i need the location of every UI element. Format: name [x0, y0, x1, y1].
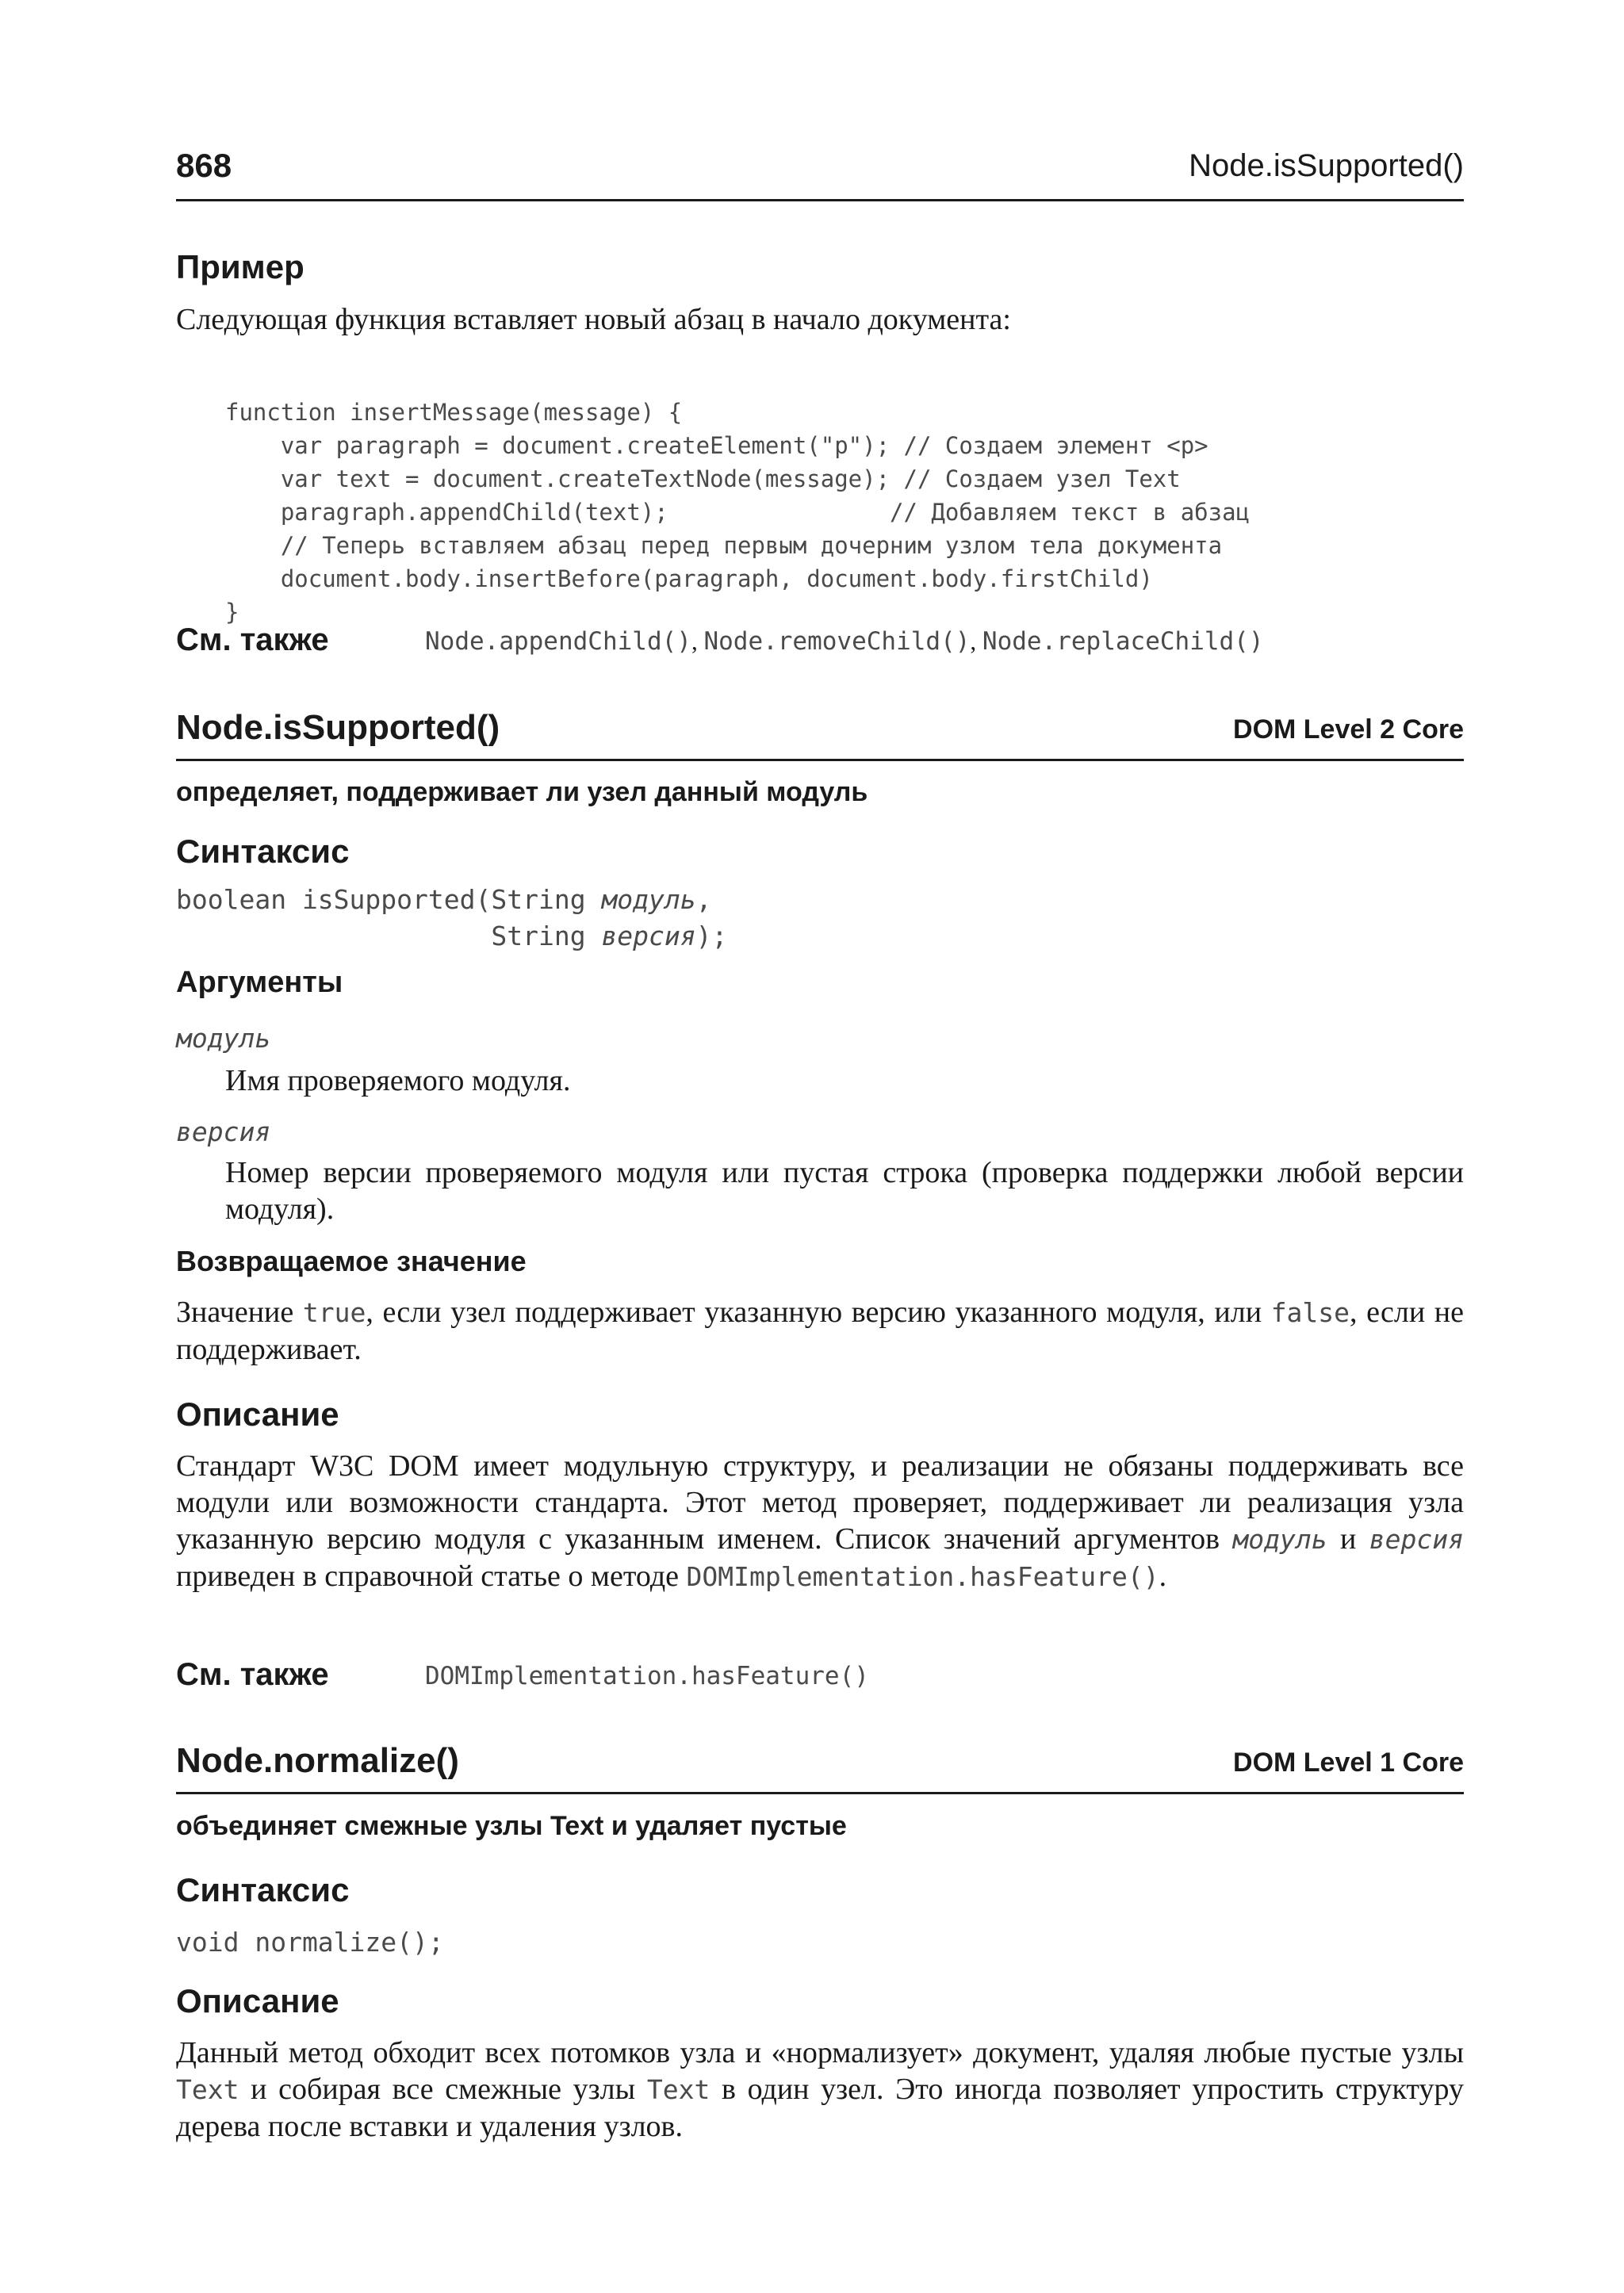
description-text [176, 2035, 1464, 2145]
code-ref: Text [646, 2074, 710, 2105]
entry-header-issupported [176, 708, 1464, 761]
description-text [176, 1448, 1464, 1595]
syntax-heading: Синтаксис [176, 1871, 350, 1908]
see-also-label: См. также [176, 622, 329, 657]
arguments-heading: Аргументы [176, 966, 343, 999]
code-ref: DOMImplementation.hasFeature() [686, 1561, 1159, 1592]
code-text: String [176, 921, 602, 951]
code-text: ); [695, 921, 728, 951]
link-separator: , [970, 627, 982, 655]
text-span: и собирая все смежные узлы [239, 2073, 647, 2106]
see-also-section [176, 1657, 1464, 1702]
link-node-replacechild[interactable]: Node.replaceChild() [982, 627, 1264, 656]
syntax-code [176, 882, 727, 955]
code-arg: версия [601, 921, 696, 951]
text-span: , если узел поддерживает указанную версию указанного модуля, или [366, 1296, 1271, 1329]
see-also-label: См. также [176, 1657, 329, 1692]
code-line: var text = document.createTextNode(message); // Создаем узел Text [225, 465, 1181, 492]
text-span: Данный метод обходит всех потомков узла и «нормализует» документ, удаляя любые пустые узлы [176, 2036, 1464, 2069]
syntax-heading: Синтаксис [176, 833, 350, 870]
link-domimplementation-hasfeature[interactable]: DOMImplementation.hasFeature() [425, 1662, 869, 1690]
code-text: , [695, 884, 712, 915]
syntax-code: void normalize(); [176, 1927, 444, 1958]
see-also-links [425, 1662, 869, 1690]
returns-text [176, 1294, 1464, 1368]
argument-name: модуль [176, 1023, 271, 1054]
page-number: 868 [176, 147, 232, 184]
argument-name: версия [176, 1116, 271, 1147]
dom-level-badge: DOM Level 1 Core [1233, 1748, 1464, 1778]
see-also-section [176, 622, 1464, 667]
code-line: function insertMessage(message) { [225, 399, 683, 426]
dom-level-badge: DOM Level 2 Core [1233, 714, 1464, 745]
code-arg: версия [1369, 1524, 1464, 1555]
description-heading: Описание [176, 1982, 339, 2019]
code-text: boolean isSupported(String [176, 884, 602, 915]
running-title: Node.isSupported() [1189, 148, 1464, 183]
running-head [176, 147, 1464, 201]
returns-heading: Возвращаемое значение [176, 1245, 527, 1277]
text-span: . [1159, 1560, 1167, 1593]
example-heading: Пример [176, 248, 304, 285]
description-heading: Описание [176, 1395, 339, 1433]
link-separator: , [691, 627, 704, 655]
code-true: true [302, 1297, 366, 1328]
link-node-removechild[interactable]: Node.removeChild() [703, 627, 971, 656]
code-line: document.body.insertBefore(paragraph, document.body.firstChild) [225, 565, 1153, 592]
code-arg: модуль [1232, 1524, 1327, 1555]
example-intro: Следующая функция вставляет новый абзац в начало документа: [176, 303, 1011, 336]
entry-title: Node.normalize() [176, 1741, 459, 1780]
argument-description: Номер версии проверяемого модуля или пустая строка (проверка поддержки любой версии модуля). [225, 1156, 1464, 1226]
text-span: в один узел. Это иногда позволяет упростить структуру дерева после вставки и удаления узлов. [176, 2073, 1465, 2143]
entry-summary: определяет, поддерживает ли узел данный модуль [176, 777, 868, 807]
link-node-appendchild[interactable]: Node.appendChild() [425, 627, 691, 656]
entry-header-normalize [176, 1741, 1464, 1794]
argument-description: Имя проверяемого модуля. [225, 1064, 571, 1097]
code-line: } [225, 599, 239, 626]
see-also-links [425, 627, 1264, 656]
text-span: Значение [176, 1296, 303, 1329]
code-line: var paragraph = document.createElement("p"); // Создаем элемент <p> [225, 432, 1208, 459]
text-span: приведен в справочной статье о методе [176, 1560, 687, 1593]
code-ref: Text [176, 2074, 239, 2105]
entry-summary: объединяет смежные узлы Text и удаляет пустые [176, 1811, 847, 1841]
code-line: paragraph.appendChild(text); // Добавляем текст в абзац [225, 499, 1251, 526]
code-line: // Теперь вставляем абзац перед первым дочерним узлом тела документа [225, 532, 1223, 559]
text-span: и [1327, 1522, 1369, 1556]
code-arg: модуль [601, 884, 696, 915]
text-span: , если не поддерживает. [176, 1296, 1465, 1366]
entry-title: Node.isSupported() [176, 708, 500, 747]
text-span: Стандарт W3C DOM имеет модульную структуру, и реализации не обязаны поддерживать все модули или возможности стандарта. Этот метод проверяет, поддерживает ли реализация узла указанную версию модуля с указанным именем. Список значений аргументов [176, 1449, 1464, 1556]
code-false: false [1270, 1297, 1350, 1328]
